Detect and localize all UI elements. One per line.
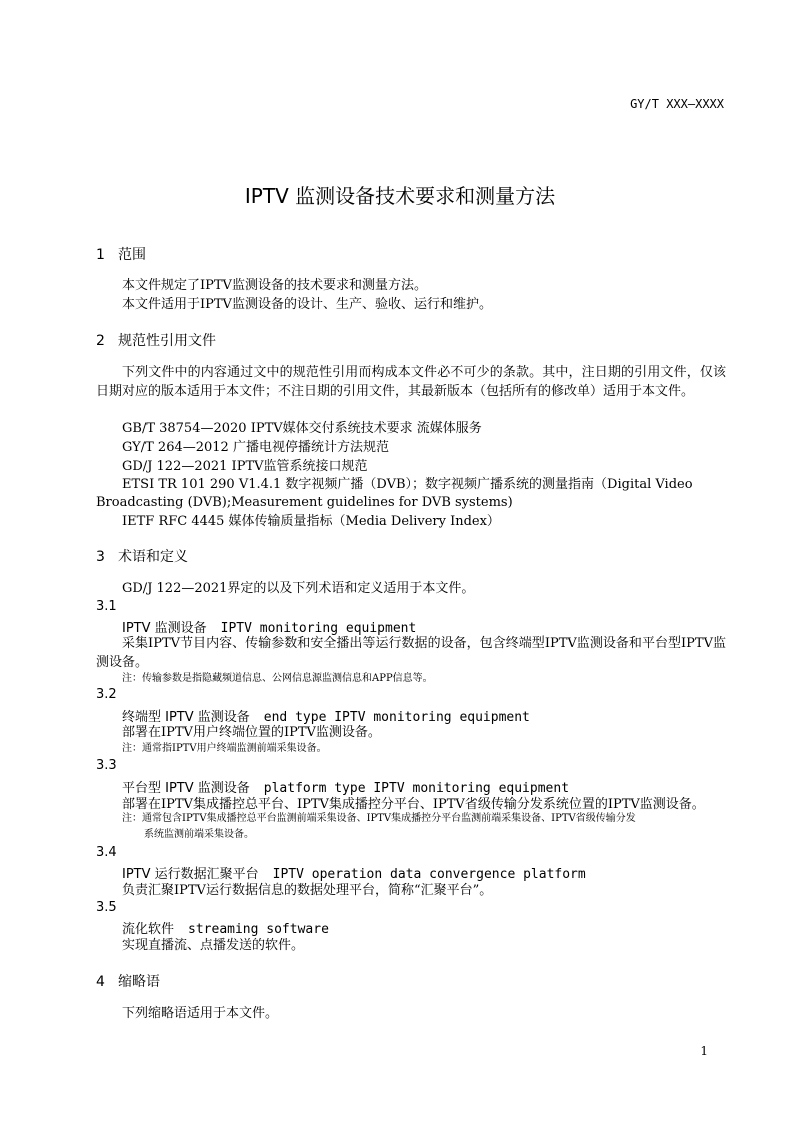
term-number: 3.3 [96,758,117,773]
section-number: 1 [96,247,105,263]
term-note [122,811,726,843]
section-number: 2 [96,333,105,349]
term-chinese: 平台型 IPTV 监测设备 [122,781,250,796]
paragraph: GD/J 122—2021界定的以及下列术语和定义适用于本文件。 [122,581,475,596]
term-chinese: 终端型 IPTV 监测设备 [122,710,250,725]
reference-item: GD/J 122—2021 IPTV监管系统接口规范 [122,459,368,474]
term-number: 3.1 [96,599,117,614]
section-heading-2 [96,330,216,350]
term-entry [122,863,586,882]
term-chinese: IPTV 监测设备 [122,621,207,636]
term-english: streaming software [188,922,329,937]
paragraph: 本文件规定了IPTV监测设备的技术要求和测量方法。 [122,278,427,293]
term-note: 注：传输参数是指隐藏频道信息、公网信息源监测信息和APP信息等。 [122,673,433,684]
reference-item: GB/T 38754—2020 IPTV媒体交付系统技术要求 流媒体服务 [122,421,482,436]
term-note-line: 系统监测前端采集设备。 [144,829,254,840]
section-number: 3 [96,549,105,565]
term-english: IPTV monitoring equipment [220,621,417,636]
section-title: 范围 [118,247,146,263]
reference-item: ETSI TR 101 290 V1.4.1 数字视频广播（DVB）；数字视频广播系统的测量指南（Digital Video [122,477,693,492]
term-note: 注：通常指IPTV用户终端监测前端采集设备。 [122,743,327,754]
term-entry [122,918,329,937]
term-chinese: 流化软件 [122,922,175,937]
term-definition: 部署在IPTV集成播控总平台、IPTV集成播控分平台、IPTV省级传输分发系统位置的IPTV监测设备。 [122,797,705,812]
term-definition: 采集IPTV节目内容、传输参数和安全播出等运行数据的设备，包含终端型IPTV监测设备和平台型IPTV监测设备。 [96,636,726,670]
reference-item: GY/T 264—2012 广播电视停播统计方法规范 [122,440,389,455]
reference-item: IETF RFC 4445 媒体传输质量指标（Media Delivery Index） [122,514,500,529]
paragraph: 下列文件中的内容通过文中的规范性引用而构成本文件必不可少的条款。其中，注日期的引用文件，仅该日期对应的版本适用于本文件；不注日期的引用文件，其最新版本（包括所有的修改单）适用于本文件。 [96,365,726,399]
section-heading-4 [96,971,160,991]
term-entry [122,777,569,796]
term-definition: 部署在IPTV用户终端位置的IPTV监测设备。 [122,725,381,740]
term-number: 3.4 [96,845,117,860]
section-title: 术语和定义 [118,549,188,565]
paragraph: 下列缩略语适用于本文件。 [122,1006,279,1021]
reference-item-continued: Broadcasting (DVB);Measurement guidelines for DVB systems) [96,495,513,510]
term-english: platform type IPTV monitoring equipment [263,781,570,796]
term-english: end type IPTV monitoring equipment [263,710,530,725]
section-title: 规范性引用文件 [118,333,216,349]
term-definition: 实现直播流、点播发送的软件。 [122,938,305,953]
term-definition: 负责汇聚IPTV运行数据信息的数据处理平台，简称“汇聚平台”。 [122,883,493,898]
section-number: 4 [96,974,105,990]
section-title: 缩略语 [118,974,160,990]
term-english: IPTV operation data convergence platform [272,867,586,882]
document-number: GY/T XXX—XXXX [630,97,724,111]
paragraph: 本文件适用于IPTV监测设备的设计、生产、验收、运行和维护。 [122,297,492,312]
document-title: IPTV 监测设备技术要求和测量方法 [244,184,556,208]
term-number: 3.2 [96,687,117,702]
term-number: 3.5 [96,900,117,915]
page-number: 1 [700,1044,708,1058]
section-heading-3 [96,546,188,566]
term-note-line: 注：通常包含IPTV集成播控总平台监测前端采集设备、IPTV集成播控分平台监测前端采集设备、IPTV省级传输分发 [122,813,636,824]
section-heading-1 [96,244,146,264]
term-chinese: IPTV 运行数据汇聚平台 [122,867,259,882]
